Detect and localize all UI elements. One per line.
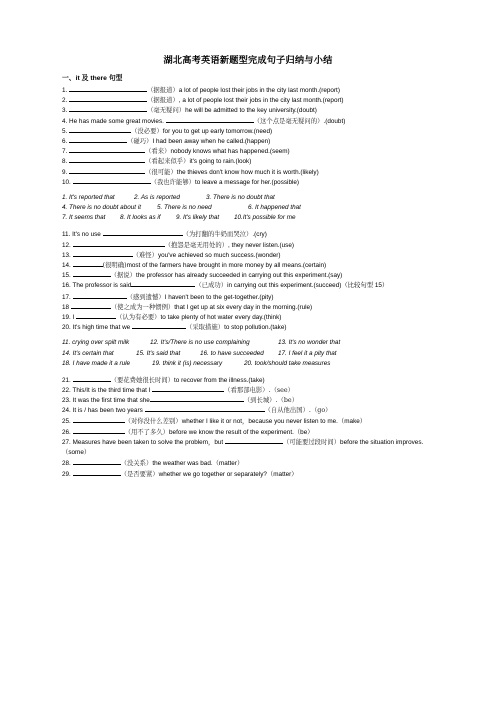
- exercise-line: 29. （是否要紧）whether we go together or separately?（matter）: [62, 470, 298, 478]
- exercise-line: 9. （很可能）the thieves don't know how much it is worth.(likely): [62, 168, 319, 176]
- exercise-line: 23. It was the first time that she （到长城）.（be）: [62, 397, 299, 405]
- answer-key-line: 4. There is no doubt about it 5. There is no need 6. It happened that: [62, 204, 301, 212]
- exercise-line: 1. （据报道）a lot of people lost their jobs in the city last month.(report): [62, 87, 340, 94]
- exercise-line: 18 （使之成为一种惯例）that I get up at six every day in the morning.(rule): [62, 303, 313, 311]
- exercise-line: 24. It is / has been two years （自从他出国）.（go）: [62, 407, 332, 415]
- exercise-line: 2. （据报道）, a lot of people lost their jobs in the city last month.(report): [62, 97, 344, 105]
- exercise-list: [62, 85, 442, 479]
- exercise-line: 19. I （认为有必要）to take plenty of hot water every day.(think): [62, 313, 282, 321]
- exercise-line: 13. （难怪）you've achieved so much success.(wonder): [62, 251, 281, 259]
- exercise-line: 12. （抱怨是毫无用处的）, they never listen.(use): [62, 241, 294, 249]
- exercise-line: 7. （看来）nobody knows what has happened.(seem): [62, 148, 290, 156]
- section-heading: 一、it 及 there 句型: [62, 75, 123, 82]
- exercise-line: 22. This/It is the third time that I （看那部电影）.（see）: [62, 387, 295, 395]
- answer-key-line: 1. It's reported that 2. As is reported 3. There is no doubt that: [62, 193, 275, 201]
- page-title: 湖北高考英语新题型完成句子归纳与小结: [163, 55, 333, 65]
- exercise-line: 21. （要花费她很长时间）to recover from the illness.(take): [62, 376, 265, 384]
- answer-key-line: 11. crying over spilt milk 12. It's/There is no use complaining 13. It's no wonder that: [62, 339, 341, 347]
- answer-key-line: 7. It seems that 8. It looks as if 9. It's likely that 10.It's possible for me: [62, 214, 296, 222]
- answer-key-line: 18. I have made it a rule 19. think it (is) necessary 20. took/should take measures: [62, 359, 331, 367]
- exercise-line: 28. （没关系）the weather was bad.（matter）: [62, 460, 244, 468]
- answer-key-line: 14. It's certain that 15. It's said that 16. to have succeeded 17. I feel it a pity that: [62, 349, 337, 357]
- exercise-line: 17. （感到遗憾）I haven't been to the get-together.(pity): [62, 293, 274, 301]
- exercise-line: 20. It's high time that we （采取措施）to stop pollution.(take): [62, 324, 287, 332]
- exercise-line: 10. （我也许能够）to leave a message for her.(possible): [62, 178, 300, 186]
- exercise-line: 14. (很明确)most of the farmers have brought in more money by all means.(certain): [62, 262, 327, 269]
- exercise-line: 4. He has made some great movies. （这个点是毫无疑问的）.(doubt): [62, 117, 346, 125]
- exercise-line: 6. （碰巧）I had been away when he called.(happen): [62, 137, 271, 145]
- exercise-line: 15. （据说）the professor has already succeeded in carrying out this experiment.(say): [62, 272, 343, 280]
- exercise-line: 16. The professor is said （已成功）in carrying out this experiment.(succeed)（比较句型 15）: [62, 282, 389, 290]
- exercise-line: 5. （没必要）for you to get up early tomorrow.(need): [62, 127, 273, 135]
- exercise-line: 25. （对你没什么差别）whether I like it or not，because you never listen to me.（make）: [62, 417, 367, 425]
- exercise-line: 11. It's no use （为打翻的牛奶而哭泣）.(cry): [62, 231, 267, 239]
- exercise-line: 8. （看起来似乎）it's going to rain.(look): [62, 158, 252, 166]
- exercise-line: 27. Measures have been taken to solve the problem，but （可能要过段时间）before the situation improves.（some）: [62, 439, 424, 457]
- exercise-line: 26. （用不了多久）before we know the result of the experiment.（be）: [62, 428, 314, 436]
- exercise-line: 3. （毫无疑问）he will be admitted to the key university.(doubt): [62, 107, 317, 115]
